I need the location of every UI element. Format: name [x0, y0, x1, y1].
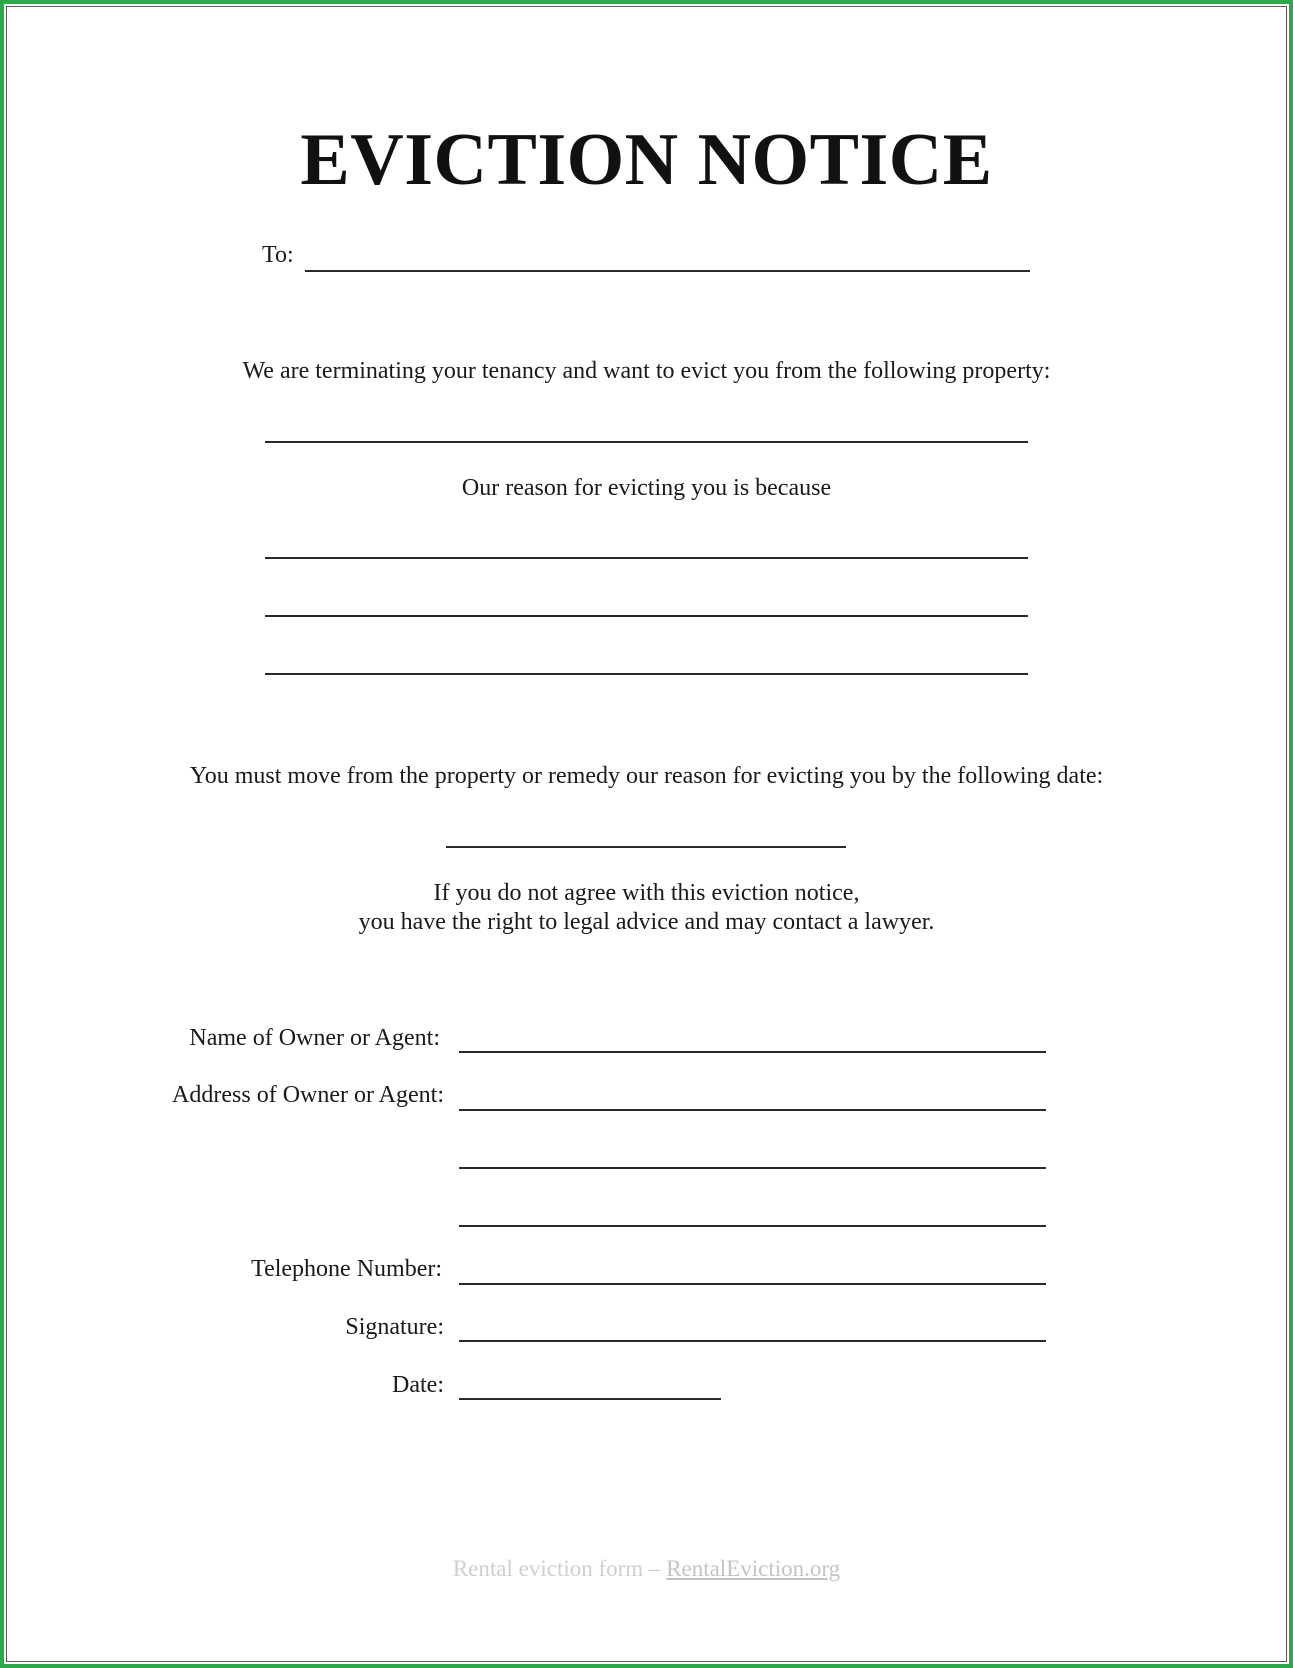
reason-field-line-1[interactable]	[265, 557, 1028, 559]
reason-field-line-3[interactable]	[265, 673, 1028, 675]
reason-statement: Our reason for evicting you is because	[461, 475, 832, 501]
footer-link[interactable]: RentalEviction.org	[666, 1556, 841, 1581]
move-statement: You must move from the property or remedy our reason for evicting you by the following date:	[189, 763, 1104, 789]
reason-field-line-2[interactable]	[265, 615, 1028, 617]
owner-address-label: Address of Owner or Agent:	[172, 1082, 444, 1108]
footer-text: Rental eviction form –	[452, 1556, 667, 1581]
legal-advice-line-1: If you do not agree with this eviction notice,	[433, 880, 860, 906]
owner-name-field[interactable]	[459, 1051, 1046, 1053]
date-field[interactable]	[459, 1398, 721, 1400]
property-statement: We are terminating your tenancy and want to evict you from the following property:	[242, 358, 1051, 384]
property-field[interactable]	[265, 441, 1028, 443]
telephone-field[interactable]	[459, 1283, 1046, 1285]
owner-address-field-line-1[interactable]	[459, 1109, 1046, 1111]
owner-name-label: Name of Owner or Agent:	[189, 1025, 440, 1051]
to-field[interactable]	[305, 270, 1030, 272]
to-label: To:	[262, 242, 294, 268]
inner-border	[6, 6, 1287, 1662]
page-title: EVICTION NOTICE	[300, 119, 993, 201]
date-label: Date:	[392, 1372, 444, 1398]
owner-address-field-line-2[interactable]	[459, 1167, 1046, 1169]
move-date-field[interactable]	[446, 846, 846, 848]
legal-advice-line-2: you have the right to legal advice and may contact a lawyer.	[358, 909, 935, 935]
telephone-label: Telephone Number:	[251, 1256, 442, 1282]
signature-label: Signature:	[345, 1314, 444, 1340]
footer	[0, 1556, 1293, 1582]
signature-field[interactable]	[459, 1340, 1046, 1342]
owner-address-field-line-3[interactable]	[459, 1225, 1046, 1227]
